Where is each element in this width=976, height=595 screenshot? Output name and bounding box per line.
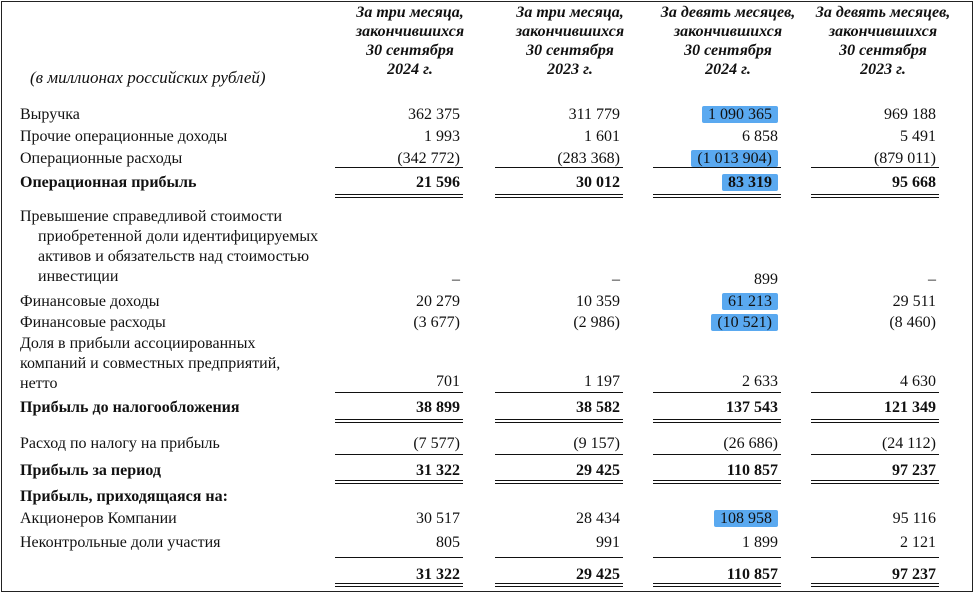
cell-value: 1 993 xyxy=(424,128,460,145)
cell-value: 31 322 xyxy=(416,566,460,583)
cell-value xyxy=(711,313,778,333)
double-underline xyxy=(495,419,623,420)
cell-value: 95 668 xyxy=(892,174,936,191)
cell-value: 95 116 xyxy=(892,510,936,527)
single-underline xyxy=(653,392,781,393)
single-underline xyxy=(495,454,623,455)
cell-value: 110 857 xyxy=(726,566,778,583)
header-line: закончившихся xyxy=(515,23,625,40)
cell-value: 1 899 xyxy=(742,534,778,551)
header-line: закончившихся xyxy=(355,23,465,40)
cell-value: 21 596 xyxy=(416,174,460,191)
row-label: Прочие операционные доходы xyxy=(20,128,228,145)
double-underline xyxy=(653,419,781,420)
cell-value: 137 543 xyxy=(726,399,778,416)
row-label-line: Доля в прибыли ассоциированных xyxy=(20,335,256,352)
cell-value xyxy=(702,105,778,125)
cell-value: (9 157) xyxy=(573,435,620,452)
cell-value xyxy=(714,509,778,529)
cell-value: 969 188 xyxy=(884,106,936,123)
header-line: закончившихся xyxy=(828,23,938,40)
cell-value: 30 012 xyxy=(576,174,620,191)
cell-value: 6 858 xyxy=(742,128,778,145)
cell-value: 20 279 xyxy=(416,293,460,310)
row-label: Акционеров Компании xyxy=(20,510,177,527)
header-line: 30 сентября xyxy=(366,42,454,59)
row-label-line: инвестиции xyxy=(38,268,119,285)
cell-value: 899 xyxy=(754,271,778,288)
row-label: Финансовые расходы xyxy=(20,314,166,331)
single-underline xyxy=(335,454,463,455)
cell-value: 38 582 xyxy=(576,399,620,416)
row-label xyxy=(20,207,360,287)
column-header-9m-2023 xyxy=(803,3,963,79)
highlighted-value: 83 319 xyxy=(722,174,778,191)
header-line: 30 сентября xyxy=(526,42,614,59)
cell-value: (24 112) xyxy=(881,435,936,452)
header-line: За девять месяцев, xyxy=(660,4,796,21)
cell-value: – xyxy=(612,271,620,288)
double-underline xyxy=(811,194,939,195)
column-header-q3-2024 xyxy=(330,3,490,79)
cell-value: 2 121 xyxy=(900,534,936,551)
cell-value: 805 xyxy=(436,534,460,551)
cell-value: (2 986) xyxy=(573,314,620,331)
cell-value: 10 359 xyxy=(576,293,620,310)
cell-value xyxy=(691,149,778,169)
cell-value: (7 577) xyxy=(413,435,460,452)
cell-value: (8 460) xyxy=(889,314,936,331)
cell-value: 991 xyxy=(596,534,620,551)
row-label-line: компаний и совместных предприятий, xyxy=(20,355,281,372)
row-label: Неконтрольные доли участия xyxy=(20,534,221,551)
header-line: 2024 г. xyxy=(387,61,433,78)
header-line: За три месяца, xyxy=(356,4,464,21)
cell-value: 97 237 xyxy=(892,566,936,583)
cell-value: – xyxy=(452,271,460,288)
row-label: Выручка xyxy=(20,106,80,123)
single-underline xyxy=(811,454,939,455)
cell-value: 1 197 xyxy=(584,373,620,390)
header-line: закончившихся xyxy=(673,23,783,40)
header-line: За девять месяцев, xyxy=(815,4,951,21)
header-line: За три месяца, xyxy=(516,4,624,21)
cell-value xyxy=(722,292,778,312)
single-underline xyxy=(335,557,463,558)
row-label: Прибыль до налогообложения xyxy=(20,399,240,416)
cell-value: 4 630 xyxy=(900,373,936,390)
highlighted-value: 61 213 xyxy=(722,293,778,310)
double-underline xyxy=(335,194,463,195)
row-label-line: нетто xyxy=(20,375,58,392)
row-label-line: Превышение справедливой стоимости xyxy=(20,208,283,225)
highlighted-value: 108 958 xyxy=(714,510,778,527)
cell-value: 38 899 xyxy=(416,399,460,416)
cell-value xyxy=(722,173,778,193)
cell-value: 31 322 xyxy=(416,462,460,479)
column-header-9m-2024 xyxy=(648,3,808,79)
cell-value: 30 517 xyxy=(416,510,460,527)
cell-value: (283 368) xyxy=(557,150,620,167)
single-underline xyxy=(811,392,939,393)
cell-value: 29 511 xyxy=(892,293,936,310)
cell-value: (879 011) xyxy=(873,150,936,167)
header-line: 2023 г. xyxy=(860,61,906,78)
highlighted-value: 1 090 365 xyxy=(702,106,778,123)
cell-value: 29 425 xyxy=(576,462,620,479)
cell-value: 1 601 xyxy=(584,128,620,145)
cell-value: 28 434 xyxy=(576,510,620,527)
cell-value: (3 677) xyxy=(413,314,460,331)
single-underline xyxy=(495,392,623,393)
cell-value: – xyxy=(928,271,936,288)
row-label: Операционные расходы xyxy=(20,150,183,167)
row-label: Расход по налогу на прибыль xyxy=(20,435,220,452)
single-underline xyxy=(653,454,781,455)
single-underline xyxy=(495,557,623,558)
row-label-line: активов и обязательств над стоимостью xyxy=(38,248,310,265)
cell-value: (26 686) xyxy=(723,435,778,452)
double-underline xyxy=(335,419,463,420)
cell-value: 2 633 xyxy=(742,373,778,390)
column-header-q3-2023 xyxy=(490,3,650,79)
highlighted-value: (1 013 904) xyxy=(691,150,778,167)
cell-value: 110 857 xyxy=(726,462,778,479)
cell-value: (342 772) xyxy=(397,150,460,167)
cell-value: 701 xyxy=(436,373,460,390)
cell-value: 362 375 xyxy=(408,106,460,123)
row-label: Операционная прибыль xyxy=(20,174,197,191)
header-line: 30 сентября xyxy=(684,42,772,59)
row-label-line: приобретенной доли идентифицируемых xyxy=(38,228,319,245)
double-underline xyxy=(495,194,623,195)
row-label: Прибыль, приходящаяся на: xyxy=(20,488,228,505)
double-underline xyxy=(653,194,781,195)
units-label: (в миллионах российских рублей) xyxy=(30,68,266,87)
header-line: 30 сентября xyxy=(839,42,927,59)
cell-value: 311 779 xyxy=(568,106,620,123)
single-underline xyxy=(811,557,939,558)
highlighted-value: (10 521) xyxy=(711,314,778,331)
header-line: 2024 г. xyxy=(705,61,751,78)
cell-value: 121 349 xyxy=(884,399,936,416)
double-underline xyxy=(811,419,939,420)
cell-value: 5 491 xyxy=(900,128,936,145)
row-label: Финансовые доходы xyxy=(20,293,160,310)
row-label: Прибыль за период xyxy=(20,462,161,479)
cell-value: 97 237 xyxy=(892,462,936,479)
row-label xyxy=(20,334,360,394)
single-underline xyxy=(653,557,781,558)
cell-value: 29 425 xyxy=(576,566,620,583)
header-line: 2023 г. xyxy=(547,61,593,78)
